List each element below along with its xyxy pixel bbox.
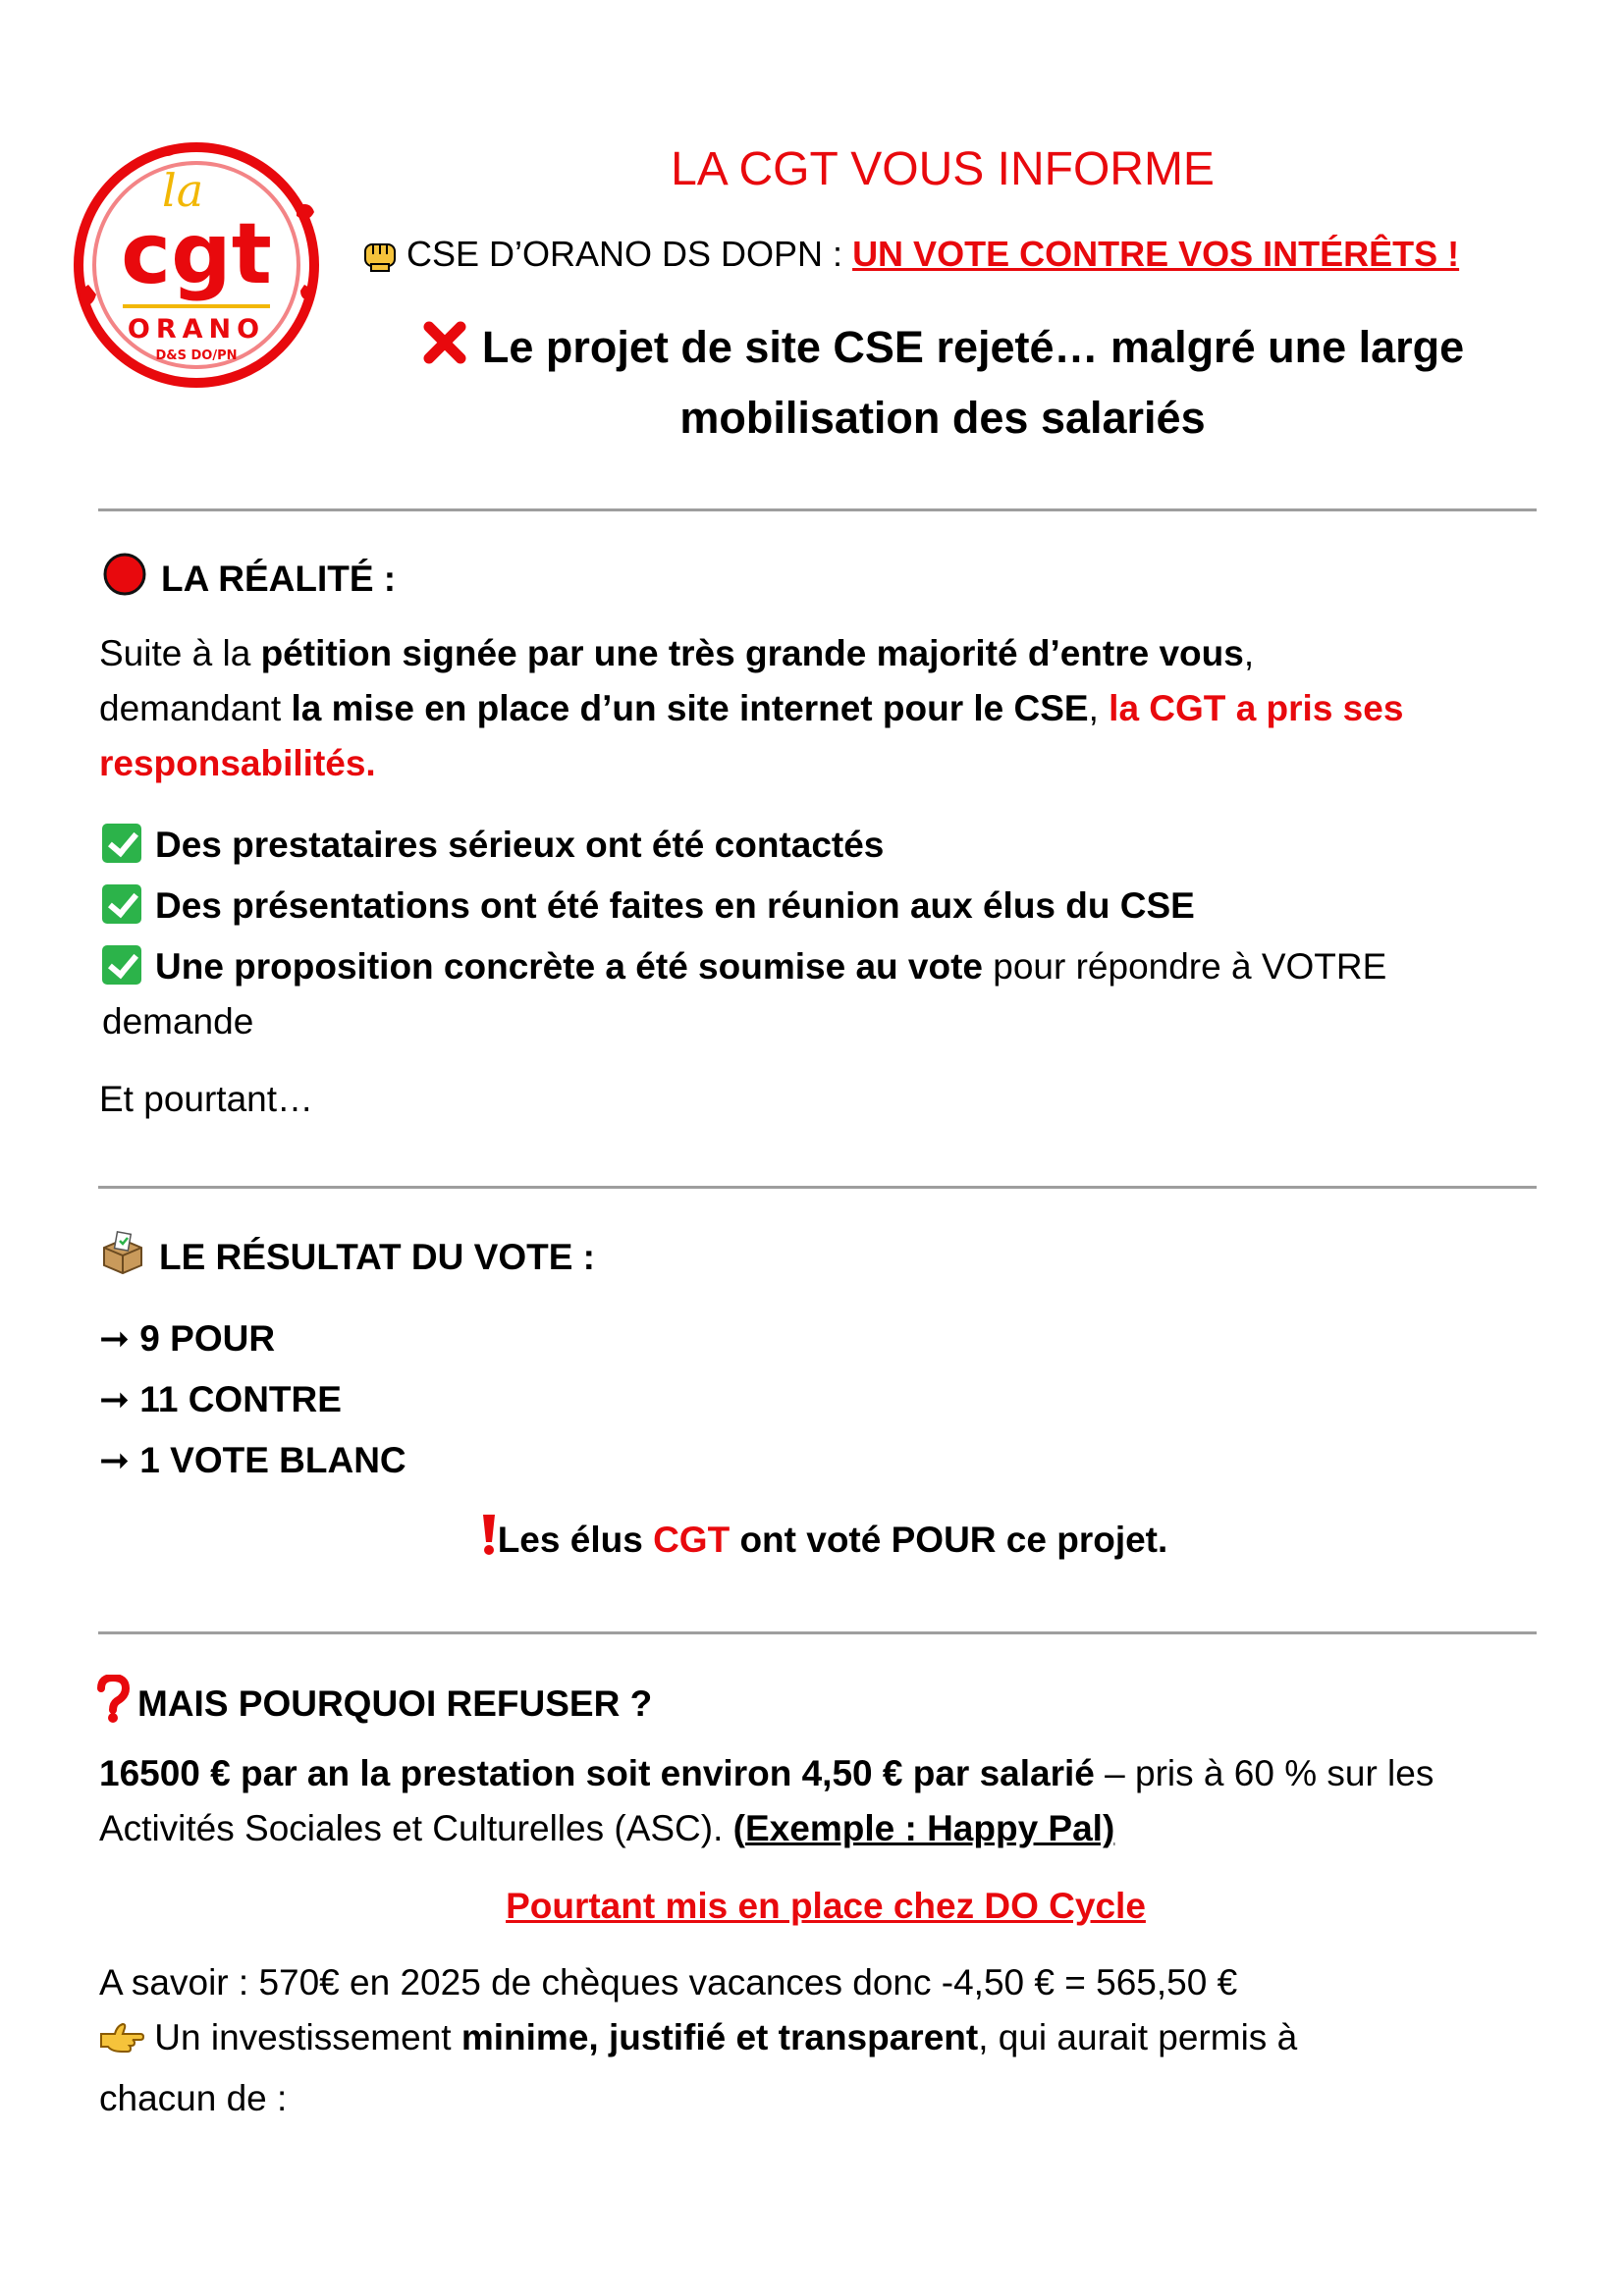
realite-checklist xyxy=(102,815,1555,1046)
raised-fist-icon xyxy=(363,235,397,281)
closing-text: Et pourtant… xyxy=(99,1079,314,1119)
svg-text:la: la xyxy=(162,164,204,217)
investment-paragraph: Un investissement minime, justifié et transparent, qui aurait permis à chacun de : xyxy=(99,2017,1298,2118)
question-mark-icon xyxy=(96,1675,130,1733)
cgt-orano-logo xyxy=(69,137,324,393)
list-item: ➞ 9 POUR xyxy=(99,1318,276,1359)
list-item: Des prestataires sérieux ont été contactés xyxy=(102,815,1555,876)
headline-line-2: mobilisation des salariés xyxy=(679,393,1206,443)
subtitle xyxy=(363,234,1542,281)
svg-text:ORANO: ORANO xyxy=(127,314,266,345)
headline xyxy=(383,314,1502,452)
arrow-icon: ➞ xyxy=(99,1440,131,1480)
pointing-hand-icon xyxy=(99,2016,144,2071)
list-item: Une proposition concrète a été soumise au vote pour répondre à VOTRE xyxy=(102,936,1555,997)
section-vote-title: LE RÉSULTAT DU VOTE : xyxy=(100,1230,595,1284)
vote-results xyxy=(99,1308,406,1491)
divider xyxy=(98,508,1537,511)
do-cycle-link[interactable]: Pourtant mis en place chez DO Cycle xyxy=(506,1886,1146,1926)
happy-pal-link[interactable]: Exemple : Happy Pal) xyxy=(745,1808,1115,1848)
svg-text:cgt: cgt xyxy=(121,205,272,303)
check-mark-icon xyxy=(102,824,141,863)
check-mark-icon xyxy=(102,945,141,985)
subtitle-prefix: CSE D’ORANO DS DOPN : xyxy=(406,234,853,274)
vote-note: Les élus CGT ont voté POUR ce projet. xyxy=(0,1513,1624,1572)
divider xyxy=(98,1186,1537,1189)
headline-line-1: Le projet de site CSE rejeté… malgré une large xyxy=(481,322,1465,372)
red-circle-icon xyxy=(102,552,147,606)
realite-paragraph: Suite à la pétition signée par une très grande majorité d’entre vous, demandant la mise en place d’un site internet pour le CSE, la CGT a pris ses responsabilités. xyxy=(99,633,1404,783)
page-title: LA CGT VOUS INFORME xyxy=(671,143,1215,195)
cross-mark-icon xyxy=(421,318,468,385)
list-item: Des présentations ont été faites en réunion aux élus du CSE xyxy=(102,876,1555,936)
savoir-text: A savoir : 570€ en 2025 de chèques vacances donc -4,50 € = 565,50 € xyxy=(99,1962,1238,2002)
subtitle-highlight: UN VOTE CONTRE VOS INTÉRÊTS ! xyxy=(852,234,1460,274)
pourquoi-paragraph: 16500 € par an la prestation soit environ 4,50 € par salarié – pris à 60 % sur les Activités Sociales et Culturelles (ASC). (Exemple : Happy Pal) xyxy=(99,1753,1435,1848)
svg-text:D&S DO/PN: D&S DO/PN xyxy=(155,348,238,363)
arrow-icon: ➞ xyxy=(99,1318,131,1359)
section-realite-title: LA RÉALITÉ : xyxy=(102,552,396,606)
exclamation-mark-icon xyxy=(480,1513,498,1572)
list-item-continuation: demande xyxy=(102,1001,254,1041)
arrow-icon: ➞ xyxy=(99,1379,131,1419)
list-item: ➞ 11 CONTRE xyxy=(99,1379,342,1419)
section-pourquoi-title: MAIS POURQUOI REFUSER ? xyxy=(96,1675,652,1733)
ballot-box-icon xyxy=(100,1230,145,1284)
list-item: ➞ 1 VOTE BLANC xyxy=(99,1440,406,1480)
divider xyxy=(98,1631,1537,1634)
check-mark-icon xyxy=(102,884,141,924)
